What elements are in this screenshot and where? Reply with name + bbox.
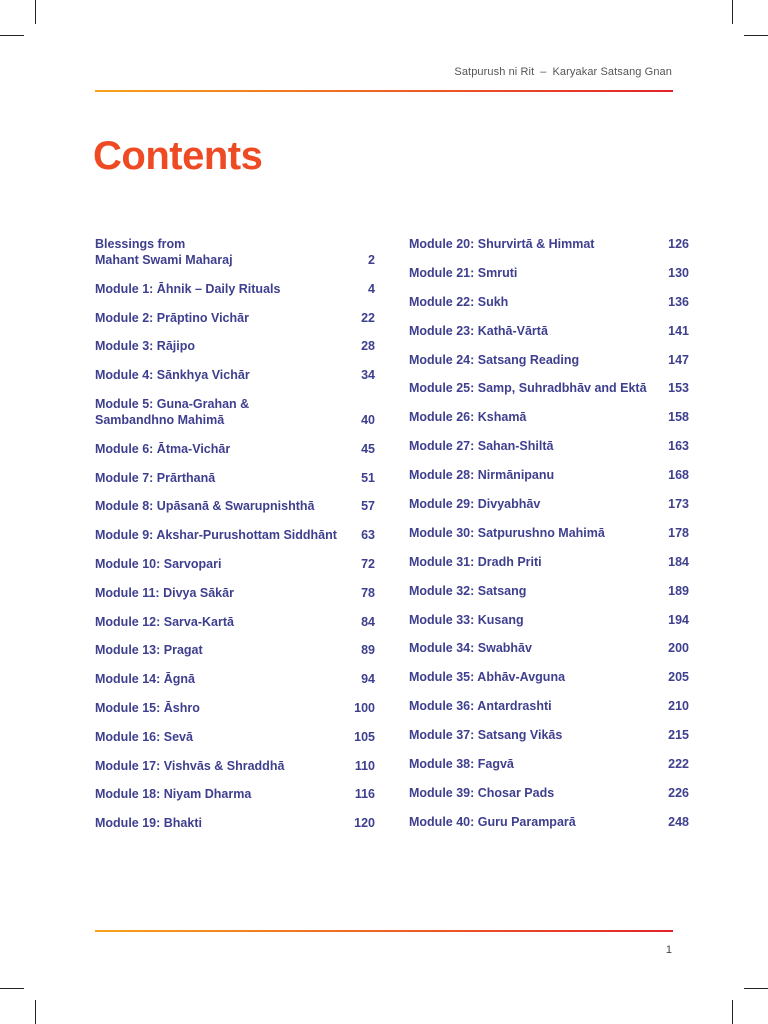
- toc-entry-title: Module 37: Satsang Vikās: [409, 728, 563, 743]
- toc-entry-title: Module 28: Nirmānipanu: [409, 468, 555, 483]
- toc-entry-title: Module 5: Guna-Grahan & Sambandhno Mahimā: [95, 396, 250, 427]
- toc-entry[interactable]: [409, 409, 689, 425]
- toc-entry-page: 184: [668, 554, 689, 569]
- toc-entry[interactable]: [409, 669, 689, 685]
- toc-entry-page: 57: [361, 499, 375, 514]
- toc-entry[interactable]: [409, 727, 689, 743]
- toc-entry[interactable]: [409, 265, 689, 281]
- toc-entry-page: 248: [668, 814, 689, 829]
- toc-entry[interactable]: [95, 470, 375, 486]
- toc-entry-page: 28: [361, 339, 375, 354]
- toc-entry-page: 40: [361, 412, 375, 427]
- toc-entry[interactable]: [95, 396, 375, 428]
- toc-entry-title: Module 18: Niyam Dharma: [95, 787, 252, 802]
- toc-entry-title: Module 33: Kusang: [409, 612, 524, 627]
- crop-mark: [35, 1000, 36, 1024]
- toc-entry-title: Module 27: Sahan-Shiltā: [409, 439, 554, 454]
- running-header: [454, 66, 672, 78]
- toc-entry-page: 141: [668, 323, 689, 338]
- toc-entry[interactable]: [95, 310, 375, 326]
- toc-column-left: [95, 236, 375, 844]
- toc-entry[interactable]: [409, 438, 689, 454]
- page-number: 1: [665, 944, 672, 956]
- toc-entry-title: Module 32: Satsang: [409, 583, 527, 598]
- toc-entry-title: Module 2: Prāptino Vichār: [95, 310, 249, 325]
- toc-entry-title: Module 39: Chosar Pads: [409, 785, 555, 800]
- toc-entry-title: Module 40: Guru Paramparā: [409, 814, 576, 829]
- toc-entry-page: 173: [668, 497, 689, 512]
- toc-entry[interactable]: [409, 698, 689, 714]
- toc-entry-title: Module 3: Rājipo: [95, 339, 195, 354]
- toc-entry-title: Module 20: Shurvirtā & Himmat: [409, 237, 595, 251]
- toc-entry-title: Module 23: Kathā-Vārtā: [409, 323, 548, 338]
- toc-entry-page: 222: [668, 757, 689, 772]
- crop-mark: [732, 1000, 733, 1024]
- toc-entry-page: 72: [361, 556, 375, 571]
- toc-entry-page: 2: [368, 253, 375, 267]
- toc-entry-title: Module 29: Divyabhāv: [409, 497, 541, 512]
- toc-entry-page: 63: [361, 528, 375, 543]
- toc-entry-page: 100: [354, 700, 375, 715]
- toc-entry[interactable]: [95, 671, 375, 687]
- toc-entry-title: Module 15: Āshro: [95, 700, 200, 715]
- toc-entry-title: Module 31: Dradh Priti: [409, 554, 542, 569]
- toc-entry-title: Module 36: Antardrashti: [409, 699, 552, 714]
- toc-entry-page: 178: [668, 525, 689, 540]
- header-separator: –: [540, 66, 547, 78]
- toc-entry[interactable]: [409, 380, 689, 396]
- toc-entry-title: Module 22: Sukh: [409, 294, 509, 309]
- toc-entry-title: Module 30: Satpurushno Mahimā: [409, 525, 605, 540]
- toc-entry-page: 215: [668, 728, 689, 743]
- toc-entry[interactable]: [409, 525, 689, 541]
- toc-entry[interactable]: [95, 815, 375, 831]
- toc-entry-page: 78: [361, 585, 375, 600]
- toc-entry[interactable]: [95, 338, 375, 354]
- toc-entry-page: 94: [361, 672, 375, 687]
- toc-entry[interactable]: [409, 236, 689, 252]
- toc-entry-page: 130: [668, 265, 689, 280]
- toc-entry[interactable]: [409, 583, 689, 599]
- toc-entry-title: Module 10: Sarvopari: [95, 556, 222, 571]
- crop-mark: [744, 35, 768, 36]
- toc-entry-page: 34: [361, 368, 375, 383]
- toc-entry-title: Module 8: Upāsanā & Swarupnishthā: [95, 499, 315, 514]
- toc-column-right: [409, 236, 689, 843]
- toc-entry-page: 126: [668, 237, 689, 251]
- crop-mark: [0, 35, 24, 36]
- toc-entry-title: Module 7: Prārthanā: [95, 470, 216, 485]
- toc-entry-page: 163: [668, 439, 689, 454]
- toc-entry[interactable]: [95, 281, 375, 297]
- toc-entry-page: 4: [368, 281, 375, 296]
- toc-entry[interactable]: [409, 554, 689, 570]
- crop-mark: [732, 0, 733, 24]
- toc-entry-page: 194: [668, 612, 689, 627]
- toc-entry[interactable]: [95, 367, 375, 383]
- toc-entry-title: Module 6: Ātma-Vichār: [95, 441, 231, 456]
- toc-entry-title: Module 34: Swabhāv: [409, 641, 532, 656]
- footer-rule: [95, 930, 673, 932]
- toc-entry-title: Module 38: Fagvā: [409, 757, 514, 772]
- toc-entry-title: Module 9: Akshar-Purushottam Siddhānt: [95, 528, 337, 543]
- toc-entry-title: Module 11: Divya Sākār: [95, 585, 234, 600]
- toc-entry[interactable]: [409, 612, 689, 628]
- toc-entry-page: 51: [361, 470, 375, 485]
- header-rule: [95, 90, 673, 92]
- toc-entry-page: 147: [668, 352, 689, 367]
- toc-entry-page: 110: [354, 758, 375, 773]
- toc-entry-page: 226: [668, 785, 689, 800]
- page-title: Contents: [93, 134, 263, 178]
- toc-entry[interactable]: [95, 527, 375, 543]
- toc-entry-page: 136: [668, 294, 689, 309]
- toc-entry-page: 116: [354, 787, 375, 802]
- toc-entry[interactable]: [95, 498, 375, 514]
- crop-mark: [744, 988, 768, 989]
- crop-mark: [35, 0, 36, 24]
- toc-entry[interactable]: [409, 294, 689, 310]
- toc-entry[interactable]: [95, 729, 375, 745]
- crop-mark: [0, 988, 24, 989]
- toc-entry[interactable]: [409, 323, 689, 339]
- toc-entry-page: 105: [354, 729, 375, 744]
- toc-entry-page: 200: [668, 641, 689, 656]
- toc-entry[interactable]: [409, 756, 689, 772]
- toc-entry-title: Module 35: Abhāv-Avguna: [409, 670, 566, 685]
- toc-entry[interactable]: [95, 758, 375, 774]
- toc-entry-title: Module 1: Āhnik – Daily Rituals: [95, 281, 281, 296]
- toc-entry-title: Module 13: Pragat: [95, 643, 203, 658]
- toc-entry-title: Blessings from Mahant Swami Maharaj: [95, 237, 233, 267]
- toc-entry[interactable]: [95, 556, 375, 572]
- toc-entry[interactable]: [409, 496, 689, 512]
- toc-entry[interactable]: [409, 467, 689, 483]
- toc-entry-title: Module 4: Sānkhya Vichār: [95, 368, 250, 383]
- toc-entry-page: 158: [668, 410, 689, 425]
- toc-entry-page: 22: [361, 310, 375, 325]
- toc-entry-title: Module 17: Vishvās & Shraddhā: [95, 758, 285, 773]
- toc-entry-title: Module 16: Sevā: [95, 729, 193, 744]
- toc-entry-page: 84: [361, 614, 375, 629]
- toc-entry-title: Module 26: Kshamā: [409, 410, 527, 425]
- toc-entry-title: Module 19: Bhakti: [95, 816, 202, 831]
- toc-entry[interactable]: [409, 785, 689, 801]
- toc-entry[interactable]: [95, 642, 375, 658]
- toc-entry-title: Module 14: Āgnā: [95, 672, 196, 687]
- toc-entry[interactable]: [95, 441, 375, 457]
- toc-entry-page: 89: [361, 643, 375, 658]
- toc-entry[interactable]: [409, 352, 689, 368]
- toc-entry[interactable]: [95, 614, 375, 630]
- toc-entry-page: 205: [668, 670, 689, 685]
- book-title: Satpurush ni Rit: [454, 66, 535, 78]
- toc-entry-page: 120: [354, 816, 375, 831]
- toc-entry[interactable]: [409, 814, 689, 830]
- series-title: Karyakar Satsang Gnan: [552, 66, 672, 78]
- toc-entry[interactable]: [409, 640, 689, 656]
- toc-entry-page: 210: [668, 699, 689, 714]
- toc-entry-page: 153: [668, 381, 689, 396]
- toc-entry-page: 168: [668, 468, 689, 483]
- toc-entry-page: 189: [668, 583, 689, 598]
- toc-entry-title: Module 25: Samp, Suhradbhāv and Ektā: [409, 381, 647, 396]
- toc-entry-title: Module 12: Sarva-Kartā: [95, 614, 234, 629]
- toc-entry-page: 45: [361, 441, 375, 456]
- toc-entry[interactable]: [95, 585, 375, 601]
- toc-entry[interactable]: [95, 236, 375, 268]
- toc-entry-title: Module 21: Smruti: [409, 265, 518, 280]
- toc-entry[interactable]: [95, 700, 375, 716]
- toc-entry-title: Module 24: Satsang Reading: [409, 352, 580, 367]
- toc-entry[interactable]: [95, 786, 375, 802]
